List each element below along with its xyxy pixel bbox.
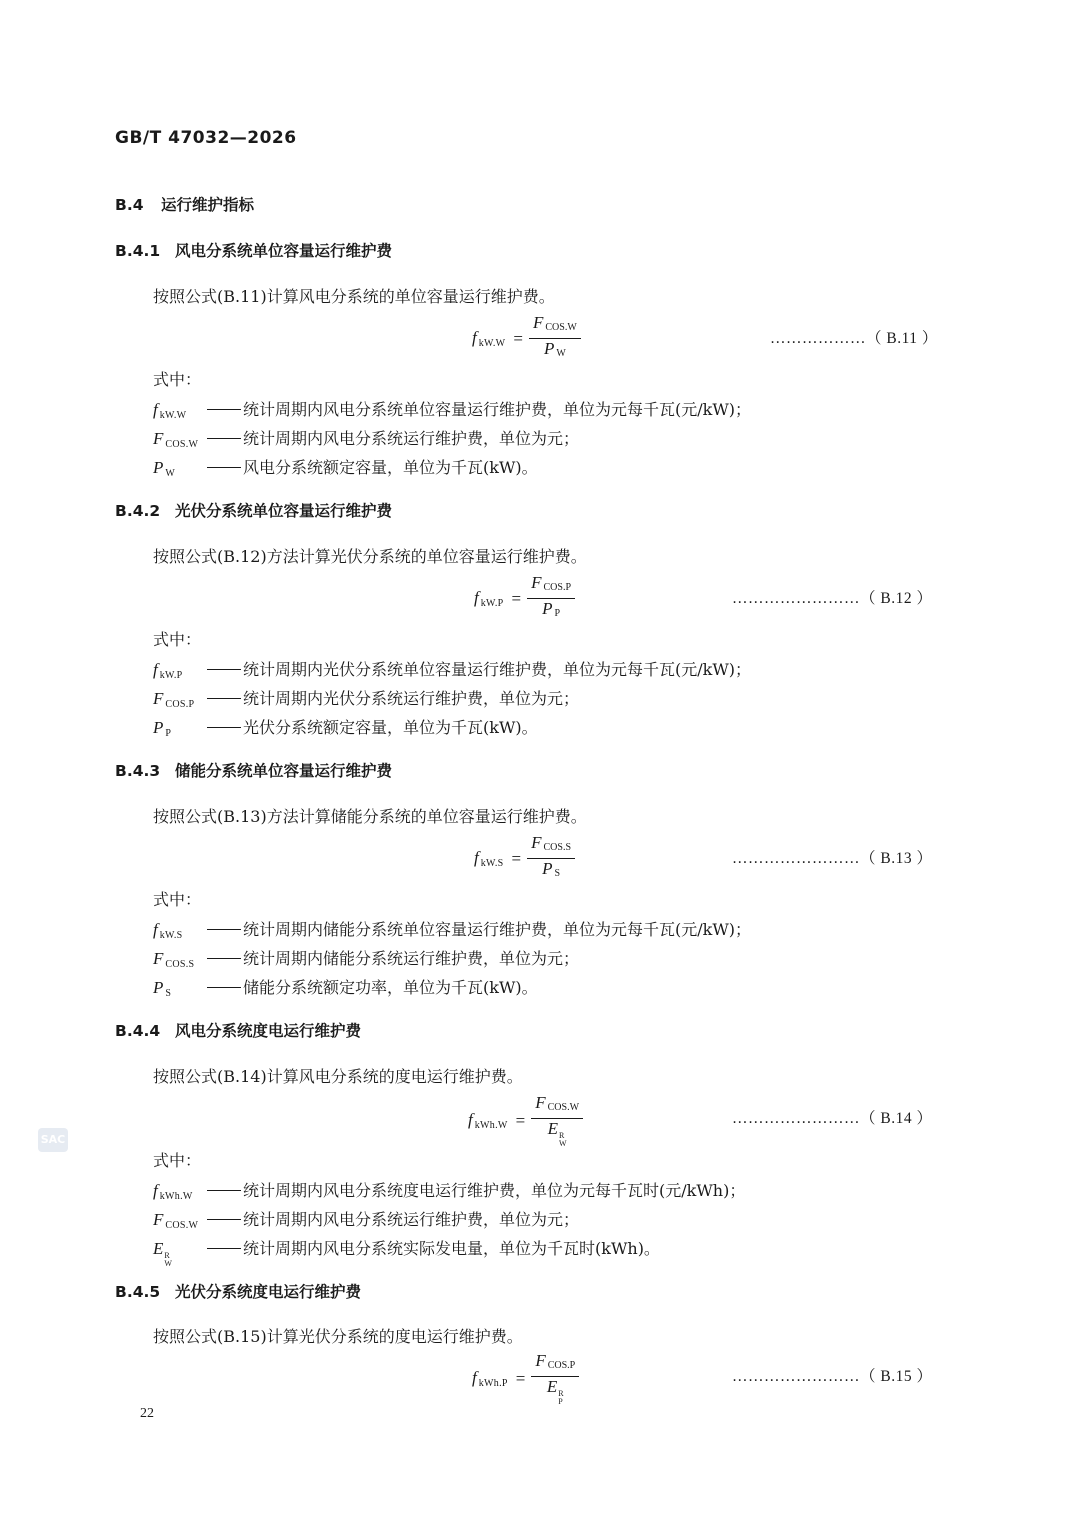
definition-symbol xyxy=(153,458,205,479)
definition-text: 统计周期内储能分系统运行维护费，单位为元； xyxy=(243,949,580,968)
symbol-letter: F xyxy=(153,949,164,968)
definition-dash xyxy=(207,1190,241,1191)
subsection-heading xyxy=(115,239,392,261)
symbol-subscript: kWh.W xyxy=(159,1191,193,1202)
equals-sign: = xyxy=(513,328,523,348)
symbol-letter: F xyxy=(153,1210,164,1229)
definition-symbol xyxy=(153,949,205,970)
definition-dash xyxy=(207,467,241,468)
fraction-numerator xyxy=(527,833,575,858)
fraction-numerator xyxy=(529,313,581,338)
equals-sign: = xyxy=(515,1110,526,1130)
formula-lhs-subscript: kWh.W xyxy=(474,1120,508,1131)
definition-dash xyxy=(207,1248,241,1249)
definition-row xyxy=(153,686,579,710)
definition-row xyxy=(153,455,538,479)
formula-lhs-subscript: kW.W xyxy=(478,338,506,349)
formula-lhs xyxy=(474,848,504,869)
definition-symbol xyxy=(153,660,205,681)
where-label: 式中： xyxy=(153,890,202,909)
denominator-subscript: P xyxy=(558,1397,563,1406)
intro-paragraph: 按照公式(B.13)方法计算储能分系统的单位容量运行维护费。 xyxy=(153,807,587,826)
numerator-symbol: F xyxy=(531,573,542,592)
definition-dash xyxy=(207,727,241,728)
definition-dash xyxy=(207,987,241,988)
formula xyxy=(472,313,581,364)
equals-sign: = xyxy=(515,1368,526,1388)
equation-number: ……………………（ B.15 ） xyxy=(732,1368,933,1385)
symbol-subscript: kW.S xyxy=(159,930,183,941)
denominator-scripts xyxy=(558,1390,563,1406)
definition-row xyxy=(153,946,579,970)
numerator-subscript: COS.W xyxy=(547,1102,580,1113)
definition-symbol xyxy=(153,1210,205,1231)
definition-row xyxy=(153,1178,745,1202)
symbol-subscript: W xyxy=(165,468,176,479)
intro-paragraph: 按照公式(B.15)计算光伏分系统的度电运行维护费。 xyxy=(153,1327,523,1346)
denominator-superscript: R xyxy=(558,1389,564,1398)
definition-row xyxy=(153,715,538,739)
numerator-subscript: COS.P xyxy=(543,582,572,593)
subsection-heading xyxy=(115,1019,361,1041)
definition-symbol xyxy=(153,1239,205,1268)
definition-symbol xyxy=(153,400,205,421)
definition-symbol xyxy=(153,978,205,999)
formula-lhs xyxy=(474,588,504,609)
fraction xyxy=(529,313,581,364)
formula-lhs-subscript: kWh.P xyxy=(478,1378,508,1389)
fraction-denominator xyxy=(543,1377,568,1406)
definition-text: 光伏分系统额定容量，单位为千瓦(kW)。 xyxy=(243,718,538,737)
denominator-symbol: P xyxy=(542,599,553,618)
definition-text: 统计周期内风电分系统单位容量运行维护费，单位为元每千瓦(元/kW)； xyxy=(243,400,752,419)
symbol-subscript: COS.P xyxy=(165,699,195,710)
definition-symbol xyxy=(153,689,205,710)
subsection-number: B.4.5 xyxy=(115,1283,161,1301)
formula-lhs xyxy=(472,1368,508,1389)
subsection-title: 储能分系统单位容量运行维护费 xyxy=(175,762,393,780)
formula-lhs xyxy=(472,328,505,349)
symbol-subscript: kW.P xyxy=(159,670,183,681)
subsection-heading xyxy=(115,499,392,521)
definition-symbol xyxy=(153,920,205,941)
definition-row xyxy=(153,917,751,941)
sac-watermark-logo: SAC xyxy=(38,1128,68,1152)
subsection-number: B.4.3 xyxy=(115,762,161,780)
denominator-symbol: E xyxy=(546,1377,558,1396)
definition-row xyxy=(153,657,751,681)
definition-dash xyxy=(207,1219,241,1220)
symbol-letter: f xyxy=(153,1181,158,1200)
subsection-title: 风电分系统单位容量运行维护费 xyxy=(175,242,393,260)
definition-row xyxy=(153,397,751,421)
fraction-numerator xyxy=(531,1351,579,1376)
definition-text: 统计周期内储能分系统单位容量运行维护费，单位为元每千瓦(元/kW)； xyxy=(243,920,752,939)
intro-paragraph: 按照公式(B.11)计算风电分系统的单位容量运行维护费。 xyxy=(153,287,555,306)
equals-sign: = xyxy=(511,588,522,608)
numerator-symbol: F xyxy=(535,1093,546,1112)
symbol-letter: P xyxy=(153,978,164,997)
definition-symbol xyxy=(153,718,205,739)
subsection-number: B.4.2 xyxy=(115,502,161,520)
section-title: 运行维护指标 xyxy=(161,196,255,214)
definition-dash xyxy=(207,669,241,670)
formula-lhs xyxy=(468,1110,508,1131)
where-label: 式中： xyxy=(153,1151,202,1170)
definition-text: 统计周期内风电分系统运行维护费，单位为元； xyxy=(243,429,580,448)
symbol-scripts xyxy=(164,1252,172,1268)
page-number: 22 xyxy=(140,1406,154,1421)
intro-paragraph: 按照公式(B.14)计算风电分系统的度电运行维护费。 xyxy=(153,1067,523,1086)
symbol-subscript: kW.W xyxy=(159,410,187,421)
definition-row xyxy=(153,975,538,999)
definition-dash xyxy=(207,409,241,410)
definition-text: 储能分系统额定功率，单位为千瓦(kW)。 xyxy=(243,978,538,997)
formula xyxy=(468,1093,583,1148)
definition-text: 统计周期内风电分系统实际发电量，单位为千瓦时(kWh)。 xyxy=(243,1239,660,1258)
formula-lhs-symbol: f xyxy=(468,1110,473,1129)
symbol-subscript: COS.W xyxy=(165,1220,199,1231)
subsection-title: 光伏分系统度电运行维护费 xyxy=(175,1283,362,1301)
definition-symbol xyxy=(153,429,205,450)
equation-number: ……………………（ B.14 ） xyxy=(732,1110,933,1127)
intro-paragraph: 按照公式(B.12)方法计算光伏分系统的单位容量运行维护费。 xyxy=(153,547,587,566)
numerator-subscript: COS.W xyxy=(545,322,577,333)
symbol-letter: f xyxy=(153,400,158,419)
symbol-subscript: W xyxy=(164,1259,172,1268)
symbol-subscript: S xyxy=(165,988,172,999)
definition-dash xyxy=(207,958,241,959)
definition-dash xyxy=(207,438,241,439)
denominator-symbol: P xyxy=(542,859,553,878)
symbol-subscript: P xyxy=(165,728,172,739)
formula-lhs-subscript: kW.P xyxy=(480,598,504,609)
subsection-number: B.4.4 xyxy=(115,1022,161,1040)
numerator-symbol: F xyxy=(533,313,544,332)
formula xyxy=(474,573,575,624)
denominator-subscript: S xyxy=(554,868,561,879)
subsection-title: 光伏分系统单位容量运行维护费 xyxy=(175,502,393,520)
formula xyxy=(474,833,575,884)
denominator-subscript: P xyxy=(554,608,561,619)
denominator-symbol: E xyxy=(547,1119,559,1138)
fraction-numerator xyxy=(527,573,575,598)
denominator-scripts xyxy=(559,1132,567,1148)
symbol-letter: P xyxy=(153,718,164,737)
denominator-subscript: W xyxy=(559,1139,567,1148)
denominator-superscript: R xyxy=(559,1131,565,1140)
where-label: 式中： xyxy=(153,370,202,389)
subsection-number: B.4.1 xyxy=(115,242,161,260)
definition-dash xyxy=(207,698,241,699)
fraction xyxy=(527,833,575,884)
definition-symbol xyxy=(153,1181,205,1202)
fraction-denominator xyxy=(538,859,564,884)
denominator-subscript: W xyxy=(556,348,566,359)
fraction-numerator xyxy=(531,1093,583,1118)
definition-text: 统计周期内风电分系统度电运行维护费，单位为元每千瓦时(元/kWh)； xyxy=(243,1181,746,1200)
fraction-denominator xyxy=(544,1119,571,1148)
formula-lhs-subscript: kW.S xyxy=(480,858,504,869)
symbol-letter: f xyxy=(153,920,158,939)
symbol-letter: E xyxy=(153,1239,164,1258)
definition-text: 统计周期内光伏分系统运行维护费，单位为元； xyxy=(243,689,580,708)
definition-row xyxy=(153,426,579,450)
definition-row xyxy=(153,1236,660,1268)
where-label: 式中： xyxy=(153,630,202,649)
numerator-subscript: COS.S xyxy=(543,842,572,853)
equation-number: ……………………（ B.13 ） xyxy=(732,850,933,867)
numerator-symbol: F xyxy=(535,1351,546,1370)
document-id: GB/T 47032—2026 xyxy=(115,128,297,148)
definition-text: 统计周期内光伏分系统单位容量运行维护费，单位为元每千瓦(元/kW)； xyxy=(243,660,752,679)
symbol-letter: F xyxy=(153,689,164,708)
section-number: B.4 xyxy=(115,196,144,214)
fraction xyxy=(531,1093,583,1148)
equation-number: ……………………（ B.12 ） xyxy=(732,590,933,607)
equals-sign: = xyxy=(511,848,522,868)
formula xyxy=(472,1351,579,1406)
subsection-heading xyxy=(115,1280,361,1302)
formula-lhs-symbol: f xyxy=(472,1368,477,1387)
formula-lhs-symbol: f xyxy=(474,848,479,867)
symbol-subscript: COS.S xyxy=(165,959,195,970)
numerator-subscript: COS.P xyxy=(547,1360,576,1371)
formula-lhs-symbol: f xyxy=(474,588,479,607)
section-heading xyxy=(115,193,254,215)
fraction-denominator xyxy=(540,339,570,364)
definition-text: 统计周期内风电分系统运行维护费，单位为元； xyxy=(243,1210,580,1229)
definition-row xyxy=(153,1207,579,1231)
fraction-denominator xyxy=(538,599,564,624)
subsection-title: 风电分系统度电运行维护费 xyxy=(175,1022,362,1040)
numerator-symbol: F xyxy=(531,833,542,852)
symbol-letter: P xyxy=(153,458,164,477)
symbol-letter: F xyxy=(153,429,164,448)
symbol-superscript: R xyxy=(164,1251,170,1260)
symbol-letter: f xyxy=(153,660,158,679)
fraction xyxy=(527,573,575,624)
fraction xyxy=(531,1351,579,1406)
definition-dash xyxy=(207,929,241,930)
formula-lhs-symbol: f xyxy=(472,328,477,347)
equation-number: ………………（ B.11 ） xyxy=(770,330,938,347)
definition-text: 风电分系统额定容量，单位为千瓦(kW)。 xyxy=(243,458,538,477)
subsection-heading xyxy=(115,759,392,781)
denominator-symbol: P xyxy=(543,339,555,358)
symbol-subscript: COS.W xyxy=(165,439,199,450)
